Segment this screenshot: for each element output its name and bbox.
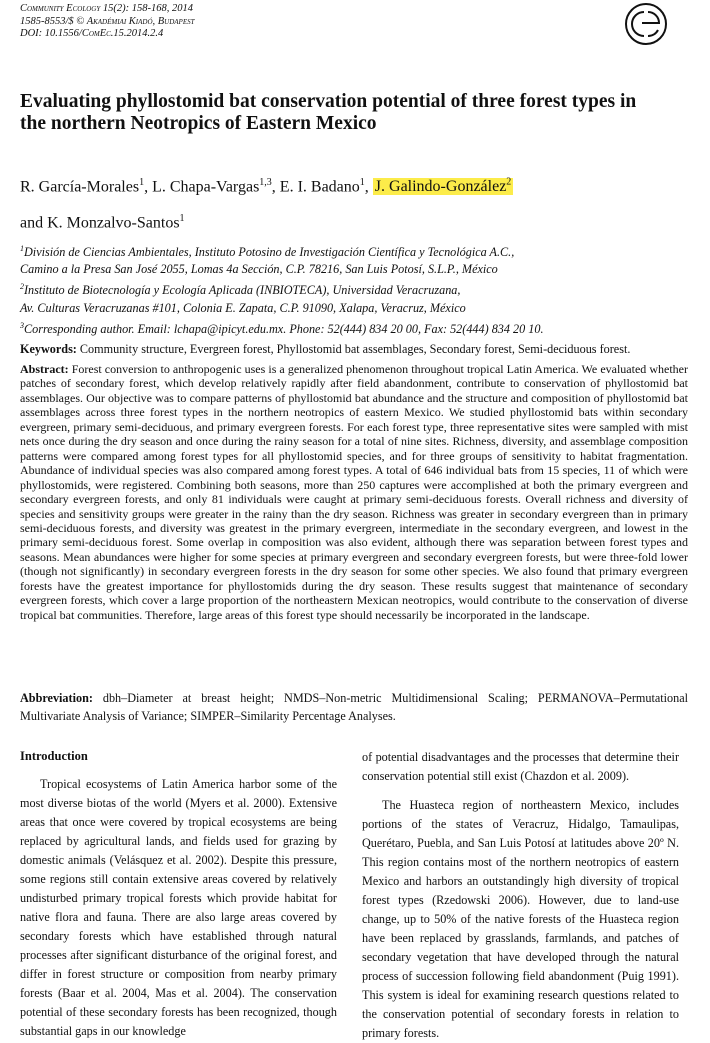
affiliation-line: Camino a la Presa San José 2055, Lomas 4a Sección, C.P. 78216, San Luis Potosí, S.L.P., México <box>20 262 498 277</box>
abstract-label: Abstract: <box>20 362 69 376</box>
author-line-2 <box>20 203 700 239</box>
journal-citation: Community Ecology 15(2): 158-168, 2014 <box>20 3 193 14</box>
keywords <box>20 341 690 357</box>
paper-title: Evaluating phyllostomid bat conservation potential of three forest types in the northern Neotropics of Eastern Mexico <box>20 91 637 134</box>
author-conjunction: and <box>20 214 44 232</box>
issn-line: 1585-8553/$ © Akadémiai Kiadó, Budapest <box>20 15 195 27</box>
abstract-text: Forest conversion to anthropogenic uses is a generalized phenomenon throughout tropical Latin America. We evaluated whether patches of secondary forest, which develop relatively rapidly after field abandonment, contribute to conservation of phyllostomid bat assemblages. Our objective was to compare patterns of phyllostomid bat abundance and the structure and composition of phyllostomid bat assemblages across three forest types in the northern neotropics of eastern Mexico. We studied phyllostomid bats within secondary evergreen, primary semi-deciduous, and primary evergreen forests. For each forest type, three representative sites were sampled with mist nets once during the dry season and once during the rainy season for a total of nine sites. Richness, diversity, and assemblage composition patterns were compared among forest types for all phyllostomid species, and for three groups of sensitivity to habitat fragmentation. Abundance of individual species was also compared among forest types. A total of 646 individual bats from 15 species, 11 of which were phyllostomids, were registered. Combining both seasons, more than 250 captures were accomplished at both the primary evergreen and secondary evergreen forests, and only 81 individuals were caught at primary semi-deciduous forests. Overall richness and diversity of species and sensitivity groups were greater in the rainy than the dry season. Richness was greater in secondary evergreen than in primary semi-deciduous forests, and diversity was greatest in the primary evergreen, intermediate in the secondary evergreen, and lowest in the primary semi-deciduous forest. Some overlap in composition was also evident, although there was separation between forest types and seasons. Mean abundances were higher for some species at primary evergreen and secondary evergreen forests, but were three-fold lower (though not significantly) in secondary evergreen forests in the dry season for some other species. We also found that primary evergreen forests have the greatest importance for phyllostomids during the dry season. These results suggest that maintenance of secondary evergreen forests, which cover a large proportion of the northeastern Mexican neotropics, would contribute to the conservation of diverse tropical bat communities. Therefore, large areas of this forest type should necessarily be incorporated in the landscape. <box>20 362 689 622</box>
affiliation-line: $^2$Instituto de Biotecnología y Ecología Aplicada (INBIOTECA), Universidad Veracruzana, <box>20 282 461 298</box>
doi-line: DOI: 10.1556/ComEc.15.2014.2.4 <box>20 28 164 39</box>
paragraph: of potential disadvantages and the processes that determine their conservation potential still exist (Chazdon et al. 2009). <box>362 750 679 783</box>
journal-header <box>20 3 195 41</box>
ce-journal-logo-icon <box>620 2 672 46</box>
keywords-text: Community structure, Evergreen forest, Phyllostomid bat assemblages, Secondary forest, Semi-deciduous forest. <box>79 342 631 356</box>
author-name: J. Galindo-González <box>374 178 507 196</box>
right-column <box>362 748 679 1043</box>
author-name: R. García-Morales <box>20 178 140 196</box>
keywords-label: Keywords: <box>20 342 77 356</box>
affiliations <box>20 240 700 338</box>
abbreviation-label: Abbreviation: <box>20 691 93 705</box>
affiliation-line: Av. Culturas Veracruzanas #101, Colonia E. Zapata, C.P. 91090, Xalapa, Veracruz, México <box>20 300 466 315</box>
abbreviations <box>20 689 688 725</box>
author-name: E. I. Badano <box>279 178 360 196</box>
highlighted-author <box>373 178 514 195</box>
affiliation-line: $^1$División de Ciencias Ambientales, Instituto Potosino de Investigación Científica y Tecnológica A.C., <box>20 244 515 260</box>
author-sup: 1,3 <box>259 177 272 188</box>
left-column <box>20 748 337 1041</box>
author-sup: 1 <box>139 177 145 188</box>
author-sup: 2 <box>506 177 512 188</box>
author-sup: 1 <box>359 177 365 188</box>
paragraph: The Huasteca region of northeastern Mexico, includes portions of the states of Veracruz, Hidalgo, Tamaulipas, Querétaro, Puebla, and San Luis Potosí at latitudes above 20º N. This region contains most of the northern neotropics of eastern Mexico and harbors an outstandingly high diversity of tropical forest types (Rzedowski 2006). However, due to land-use change, up to 50% of the native forests of the Huasteca region have been replaced by grasslands, farmlands, and patches of secondary vegetation that have developed through the natural process of succession following field abandonment (Puig 1991). This system is ideal for examining research questions related to the conservation potential of secondary forests in relation to primary forests. <box>362 798 679 1040</box>
author-line-1: R. García-Morales$^1$, L. Chapa-Vargas$^{1,3}$, E. I. Badano$^1$, J. Galindo-González$^2$ <box>20 177 512 196</box>
abbreviation-text: dbh–Diameter at breast height; NMDS–Non-metric Multidimensional Scaling; PERMANOVA–Permutational Multivariate Analysis of Variance; SIMPER–Similarity Percentage Analyses. <box>20 691 689 723</box>
author-list <box>20 167 700 240</box>
corresponding-author: $^3$Corresponding author. Email: lchapa@ipicyt.edu.mx. Phone: 52(444) 834 20 00, Fax: 52(444) 834 20 10. <box>20 320 544 336</box>
paragraph: Tropical ecosystems of Latin America harbor some of the most diverse biotas of the world (Myers et al. 2000). Extensive areas that once were covered by tropical ecosystems are being replaced by agricultural lands, and fields used for grazing by domestic animals (Velásquez et al. 2002). Despite this pressure, some regions still contain extensive areas covered by relatively undisturbed primary tropical forests which provide habitat for native flora and fauna. There are also large areas covered by secondary forests which have established through natural processes after significant disturbance of the original forest, and differ in forest structure or composition from nearby primary forests (Baar et al. 2004, Mas et al. 2004). The conservation potential of these secondary forests has been recognized, though substantial gaps in our knowledge <box>20 777 337 1038</box>
author-name: K. Monzalvo-Santos <box>47 214 180 232</box>
author-name: L. Chapa-Vargas <box>152 178 260 196</box>
abstract <box>20 362 688 622</box>
section-heading: Introduction <box>20 749 88 763</box>
author-sup: 1 <box>179 213 185 225</box>
